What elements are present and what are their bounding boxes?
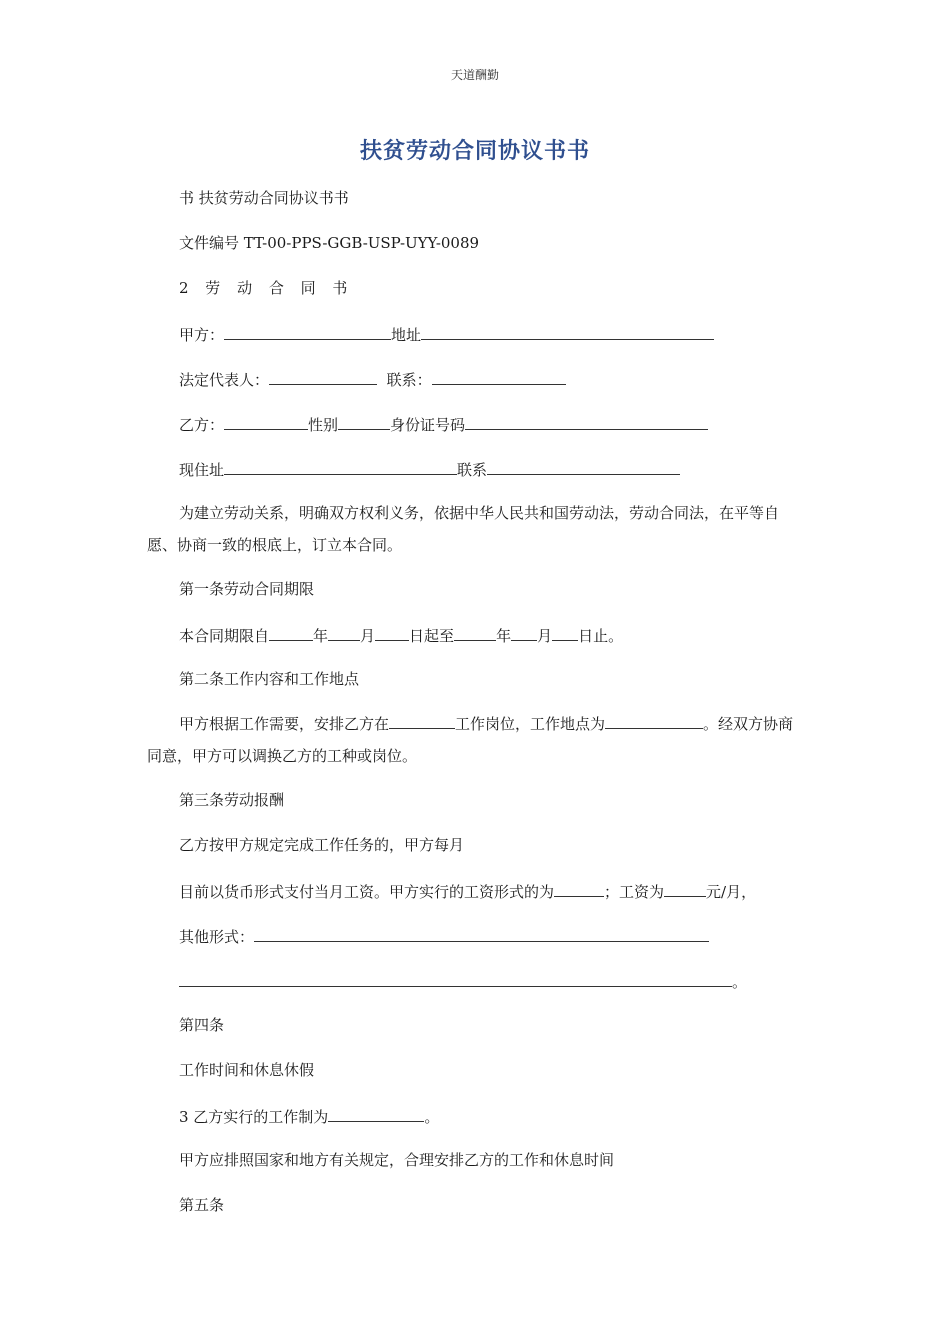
term-end-day-blank[interactable] [552, 624, 578, 641]
document-number: 文件编号 TT-00-PPS-GGB-USP-UYY-0089 [179, 234, 480, 252]
term-end-year-blank[interactable] [454, 624, 496, 641]
work-system-end: 。 [424, 1108, 440, 1126]
pay-text-3: 元/月， [706, 883, 757, 901]
pay-line-1: 乙方按甲方规定完成工作任务的，甲方每月 [179, 836, 465, 854]
intro-paragraph: 为建立劳动关系，明确双方权利义务，依据中华人民共和国劳动法，劳动合同法，在平等自愿、协商一致的根底上，订立本合同。 [147, 504, 780, 554]
term-start-month-blank[interactable] [328, 624, 360, 641]
legal-rep-blank[interactable] [269, 368, 377, 385]
term-start-year-blank[interactable] [269, 624, 313, 641]
page-header: 天道酬勤 [450, 68, 499, 82]
residence-line [179, 458, 680, 480]
residence-blank[interactable] [224, 458, 457, 475]
work-system-label: 3 乙方实行的工作制为 [179, 1108, 329, 1126]
term-to-label: 日止。 [578, 627, 624, 645]
work-location-blank[interactable] [605, 712, 703, 729]
article-3-heading: 第三条劳动报酬 [179, 791, 285, 809]
other-forms-label: 其他形式： [179, 928, 255, 946]
gender-blank[interactable] [338, 413, 390, 430]
term-start-day-blank[interactable] [375, 624, 409, 641]
address-label: 地址 [391, 326, 422, 344]
wage-amount-blank[interactable] [664, 880, 706, 897]
term-year2-label: 年 [496, 627, 512, 645]
wage-form-blank[interactable] [554, 880, 604, 897]
pay-line-2 [179, 880, 756, 902]
term-start-label: 本合同期限自 [179, 627, 270, 645]
party-a-label: 甲方： [179, 326, 225, 344]
subtitle: 书 扶贫劳动合同协议书书 [179, 189, 349, 207]
contact-blank[interactable] [432, 368, 566, 385]
other-forms-continuation [179, 970, 747, 992]
party-b-blank[interactable] [224, 413, 308, 430]
article-5-heading: 第五条 [179, 1196, 225, 1214]
gender-label: 性别 [308, 416, 339, 434]
work-system-blank[interactable] [328, 1105, 424, 1122]
party-a-line [179, 323, 714, 345]
work-text-3: 。经双方协商同意，甲方可以调换乙方的工种或岗位。 [147, 715, 794, 765]
work-system-line [179, 1105, 439, 1127]
term-year-label: 年 [313, 627, 329, 645]
other-forms-blank-2[interactable] [179, 970, 732, 987]
article-1-heading: 第一条劳动合同期限 [179, 580, 315, 598]
rest-time-line: 甲方应排照国家和地方有关规定，合理安排乙方的工作和休息时间 [179, 1151, 615, 1169]
contact2-label: 联系 [457, 461, 488, 479]
residence-label: 现住址 [179, 461, 225, 479]
period: 。 [732, 973, 748, 991]
term-month2-label: 月 [537, 627, 553, 645]
address-blank[interactable] [421, 323, 714, 340]
party-a-blank[interactable] [224, 323, 391, 340]
legal-rep-line [179, 368, 566, 390]
legal-rep-label: 法定代表人： [179, 371, 270, 389]
term-month-label: 月 [360, 627, 376, 645]
work-paragraph [147, 708, 807, 772]
id-blank[interactable] [465, 413, 708, 430]
term-from-label: 日起至 [409, 627, 455, 645]
term-end-month-blank[interactable] [511, 624, 537, 641]
contact2-blank[interactable] [487, 458, 680, 475]
contract-term-line [179, 624, 623, 646]
article-2-heading: 第二条工作内容和工作地点 [179, 670, 360, 688]
article-4-heading: 第四条 [179, 1016, 225, 1034]
other-forms-line [179, 925, 709, 947]
article-4-title: 工作时间和休息休假 [179, 1061, 315, 1079]
pay-text-2: ；工资为 [604, 883, 665, 901]
contract-heading: 2 劳 动 合 同 书 [179, 279, 354, 297]
pay-text-1: 目前以货币形式支付当月工资。甲方实行的工资形式的为 [179, 883, 555, 901]
party-b-label: 乙方： [179, 416, 225, 434]
document-title: 扶贫劳动合同协议书书 [359, 139, 590, 164]
work-position-blank[interactable] [389, 712, 455, 729]
work-text-2: 工作岗位，工作地点为 [455, 715, 606, 733]
work-text-1: 甲方根据工作需要，安排乙方在 [179, 715, 390, 733]
id-label: 身份证号码 [390, 416, 466, 434]
other-forms-blank[interactable] [254, 925, 709, 942]
contact-label: 联系： [386, 371, 432, 389]
party-b-line [179, 413, 708, 435]
